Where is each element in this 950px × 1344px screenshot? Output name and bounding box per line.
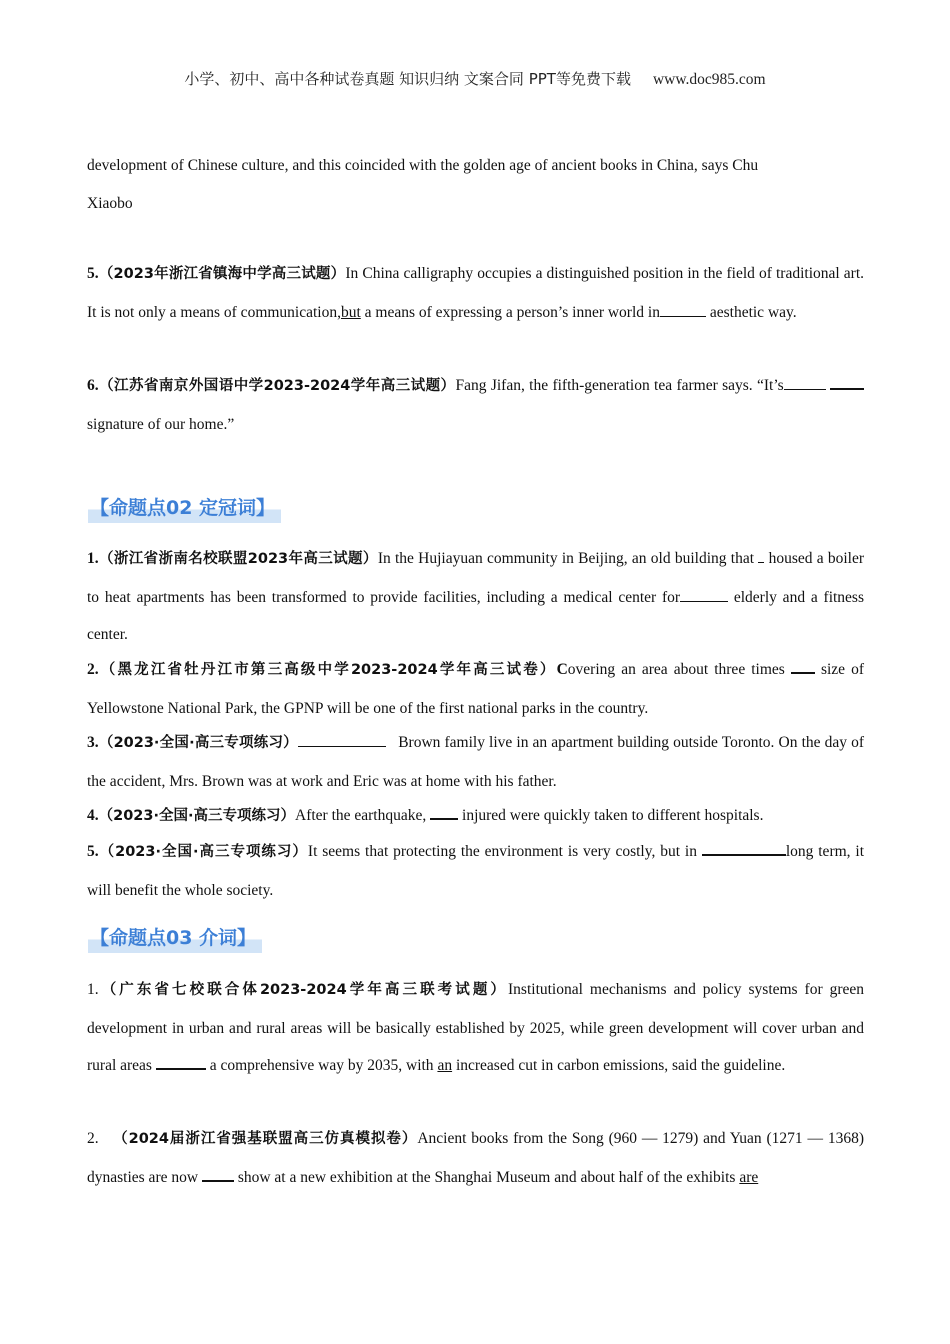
answer-blank[interactable] (680, 587, 728, 602)
question-s2-1: 1.（浙江省浙南名校联盟2023年高三试题）In the Hujiayuan community in Beijing, an old building that housed a boiler to heat apartments has been transformed to provide facilities, including a medical center for elderly and a fitness center. (87, 550, 865, 643)
underlined-word: but (340, 303, 361, 321)
question-source: （江苏省南京外国语中学2023-2024学年高三试题） (98, 378, 456, 394)
question-source: （2023·全国·高三专项练习） (98, 844, 308, 860)
question-s1-5: 5.（2023年浙江省镇海中学高三试题）In China calligraphy occupies a distinguished position in the field of traditional art. It is not only a means of communication,but a means of expressing a person’s inner world in aesthetic way. (87, 265, 865, 321)
page-header (0, 68, 950, 89)
question-s2-5: 5.（2023·全国·高三专项练习）It seems that protecting the environment is very costly, but in long term, it will benefit the whole society. (87, 833, 864, 909)
question-source: （2024届浙江省强基联盟高三仿真模拟卷） (113, 1131, 418, 1147)
question-source: （浙江省浙南名校联盟2023年高三试题） (98, 551, 378, 567)
section-heading-02: 【命题点02 定冠词】 (88, 493, 281, 523)
question-s3-1: 1.（广东省七校联合体2023-2024学年高三联考试题）Institutional mechanisms and policy systems for green development in urban and rural areas will be basically established by 2025, while green development will cover urban and rural areas a comprehensive way by 2035, with an increased cut in carbon emissions, said the guideline. (87, 981, 864, 1074)
answer-blank[interactable] (660, 302, 706, 317)
continued-paragraph: development of Chinese culture, and this coincided with the golden age of ancient books in China, says Chu Xiaobo (87, 157, 759, 212)
header-title: 小学、初中、高中各种试卷真题 知识归纳 文案合同 PPT等免费下载 (184, 70, 631, 88)
answer-blank[interactable] (156, 1054, 206, 1070)
answer-blank[interactable] (758, 548, 764, 563)
answer-blank[interactable] (702, 840, 786, 856)
question-source: （黑龙江省牡丹江市第三高级中学2023-2024学年高三试卷） (98, 662, 557, 678)
underlined-word: an (437, 1057, 453, 1074)
question-source: （2023年浙江省镇海中学高三试题） (98, 266, 346, 282)
underlined-word: are (739, 1168, 759, 1186)
answer-blank[interactable] (298, 732, 386, 747)
question-source: （广东省七校联合体2023-2024学年高三联考试题） (98, 982, 509, 998)
question-s2-3: 3.（2023·全国·高三专项练习） Brown family live in an apartment building outside Toronto. On the day of the accident, Mrs. Brown was at work and Eric was at home with his father. (87, 734, 864, 790)
question-s3-2: 2. （2024届浙江省强基联盟高三仿真模拟卷）Ancient books from the Song (960 — 1279) and Yuan (1271 — 1368) dynasties are now show at a new exhibition at the Shanghai Museum and about half of the exhibits are (87, 1130, 864, 1186)
answer-blank[interactable] (784, 375, 826, 390)
answer-blank[interactable] (202, 1166, 234, 1182)
answer-blank[interactable] (430, 804, 458, 820)
question-s2-4: 4.（2023·全国·高三专项练习）After the earthquake, injured were quickly taken to different hospitals. (87, 797, 864, 836)
question-s2-2: 2.（黑龙江省牡丹江市第三高级中学2023-2024学年高三试卷）Covering an area about three times size of Yellowstone National Park, the GPNP will be one of the first national parks in the country. (87, 651, 864, 727)
question-source: （2023·全国·高三专项练习） (98, 808, 295, 824)
header-site-link[interactable]: www.doc985.com (652, 71, 766, 88)
section-heading-03: 【命题点03 介词】 (88, 923, 262, 953)
question-source: （2023·全国·高三专项练习） (98, 735, 298, 751)
answer-blank[interactable] (791, 658, 815, 674)
answer-blank[interactable] (830, 374, 864, 390)
question-s1-6: 6.（江苏省南京外国语中学2023-2024学年高三试题）Fang Jifan, the fifth-generation tea farmer says. “It’s signature of our home.” (87, 367, 864, 443)
